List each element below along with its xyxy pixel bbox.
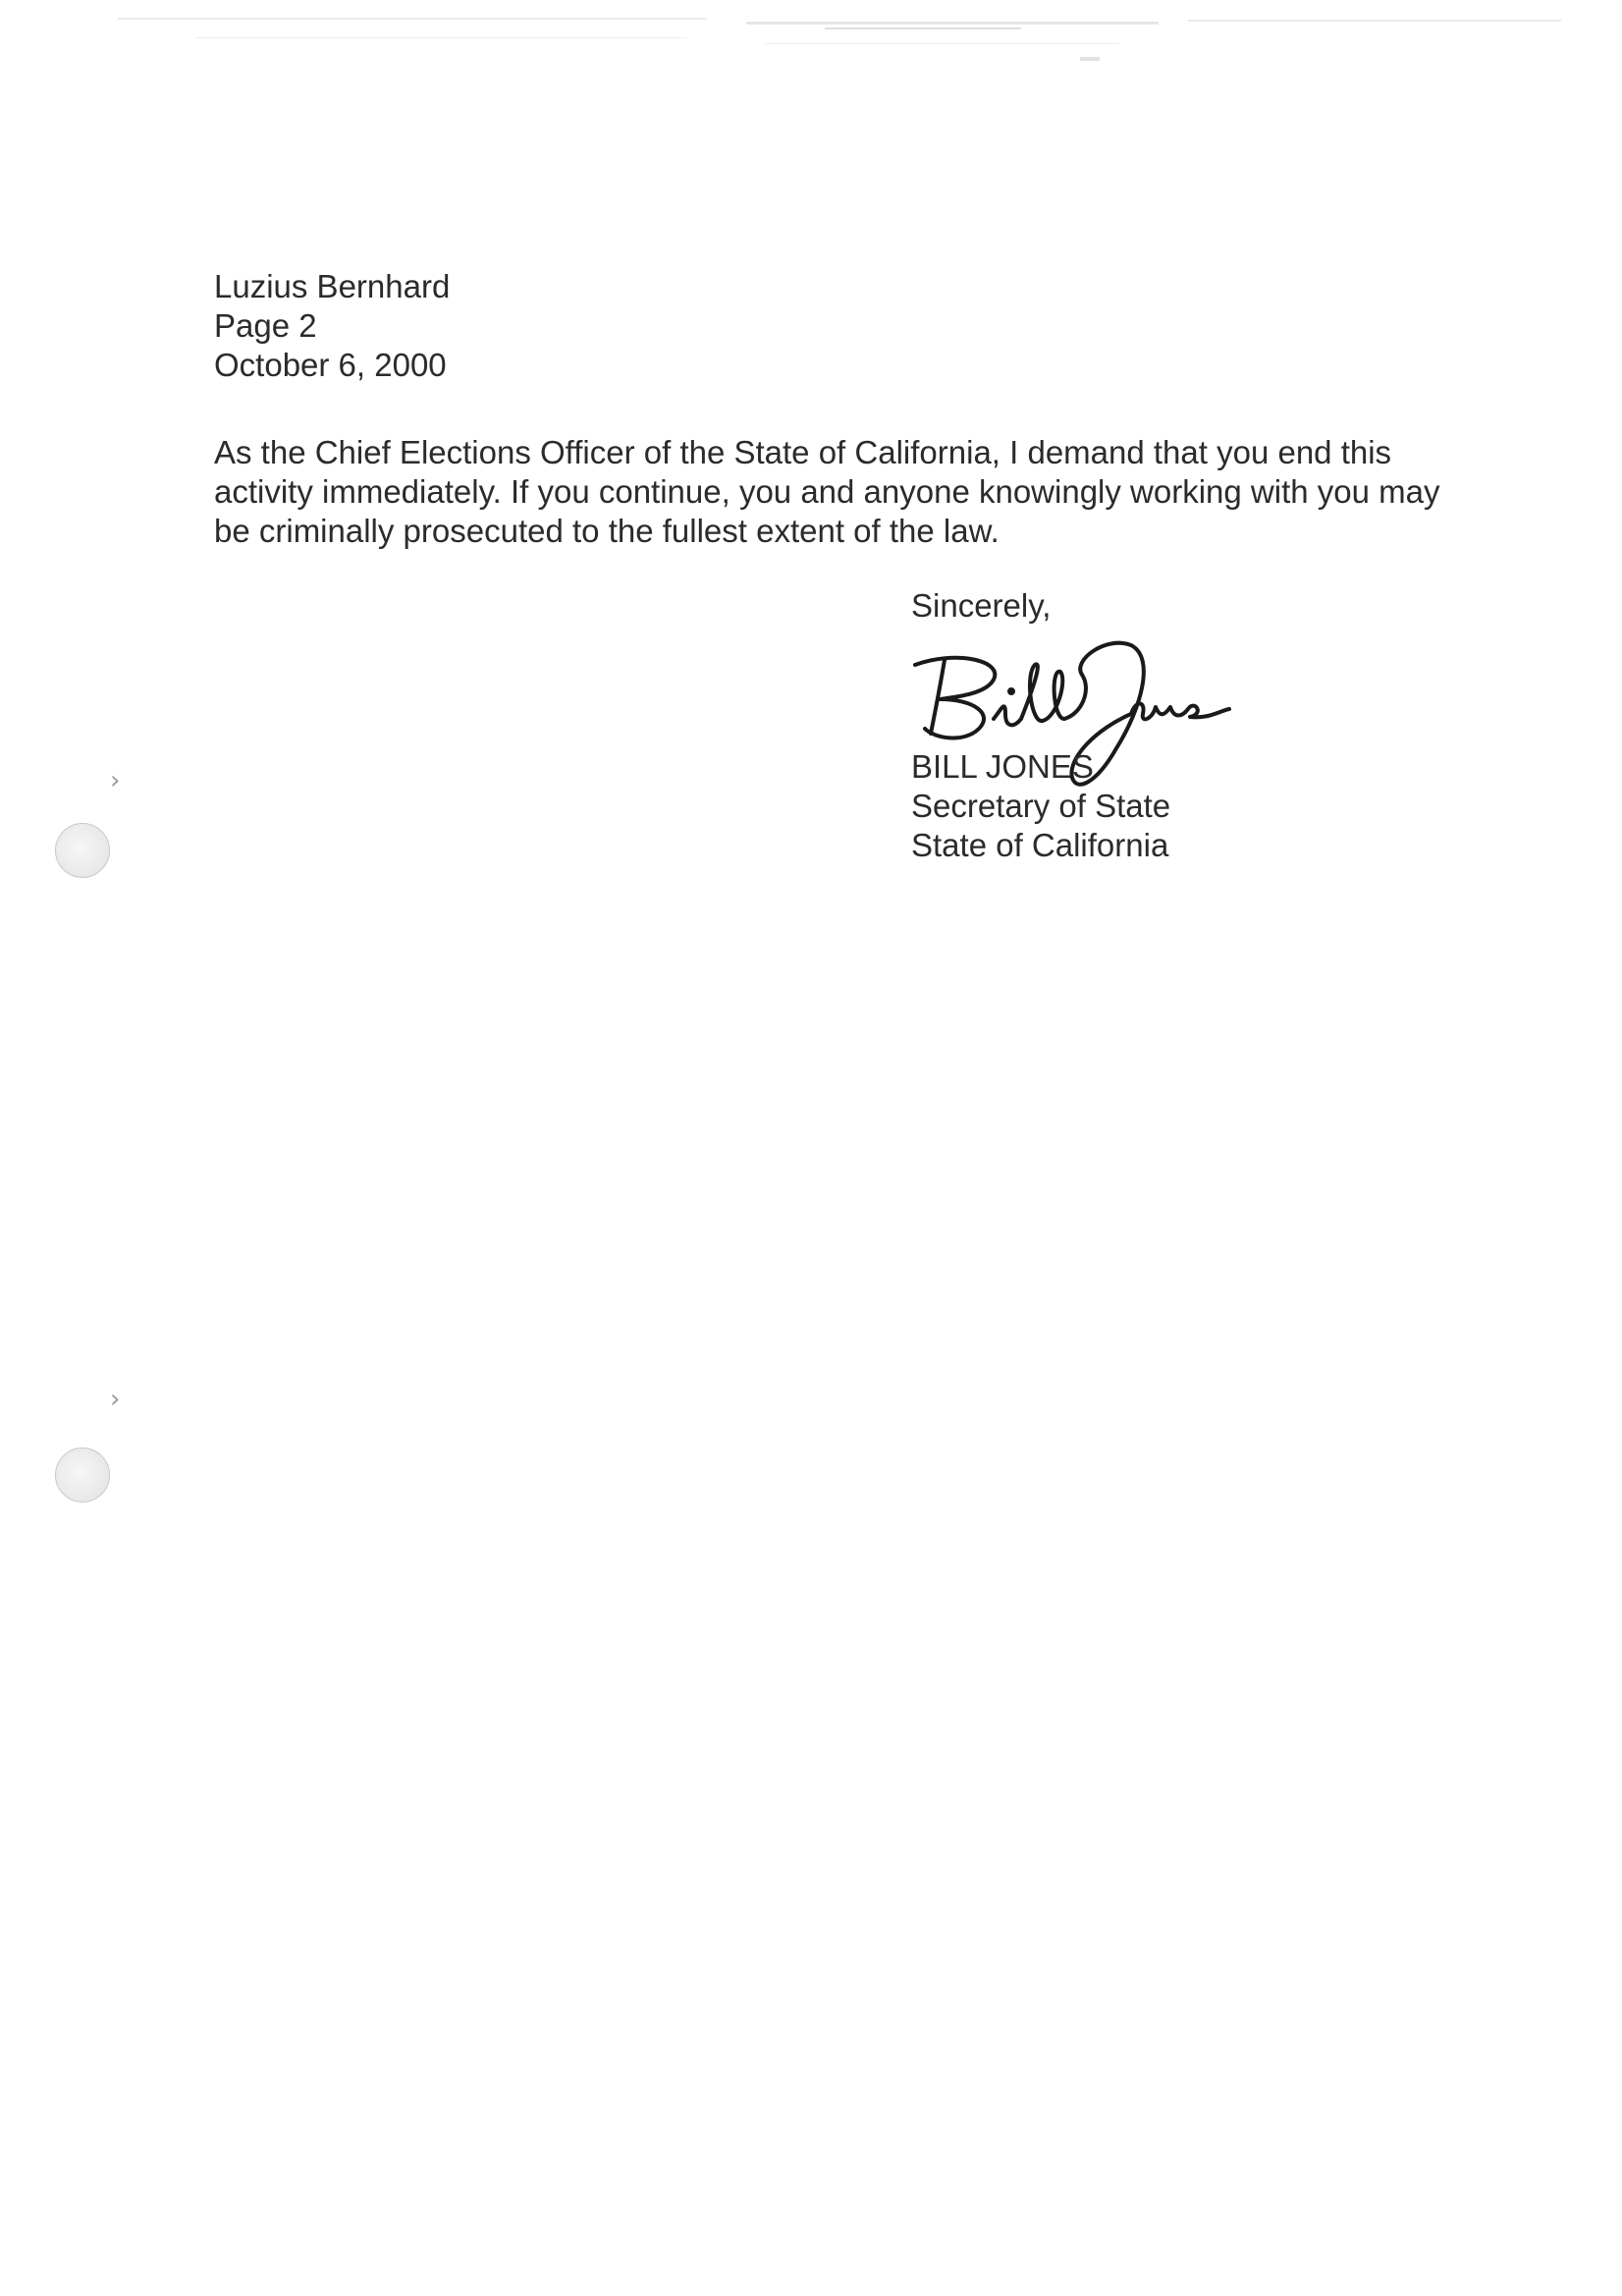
punch-hole [55, 823, 110, 878]
body-line: activity immediately. If you continue, you and anyone knowingly working with you may [214, 473, 1440, 510]
letter-header [214, 267, 450, 385]
signature-block [911, 747, 1170, 865]
closing: Sincerely, [911, 587, 1052, 624]
scan-mark: › [110, 766, 121, 795]
body-line: be criminally prosecuted to the fullest extent of the law. [214, 513, 1000, 549]
punch-hole [55, 1448, 110, 1503]
body-line: As the Chief Elections Officer of the State of California, I demand that you end this [214, 434, 1392, 470]
letter-date: October 6, 2000 [214, 347, 447, 383]
body-paragraph [214, 433, 1490, 551]
scan-noise [59, 8, 1591, 77]
signer-title: Secretary of State [911, 788, 1171, 824]
page-number: Page 2 [214, 307, 317, 344]
scan-mark: › [110, 1385, 121, 1414]
signer-name: BILL JONES [911, 748, 1094, 785]
recipient-name: Luzius Bernhard [214, 268, 451, 304]
signer-organization: State of California [911, 827, 1169, 863]
